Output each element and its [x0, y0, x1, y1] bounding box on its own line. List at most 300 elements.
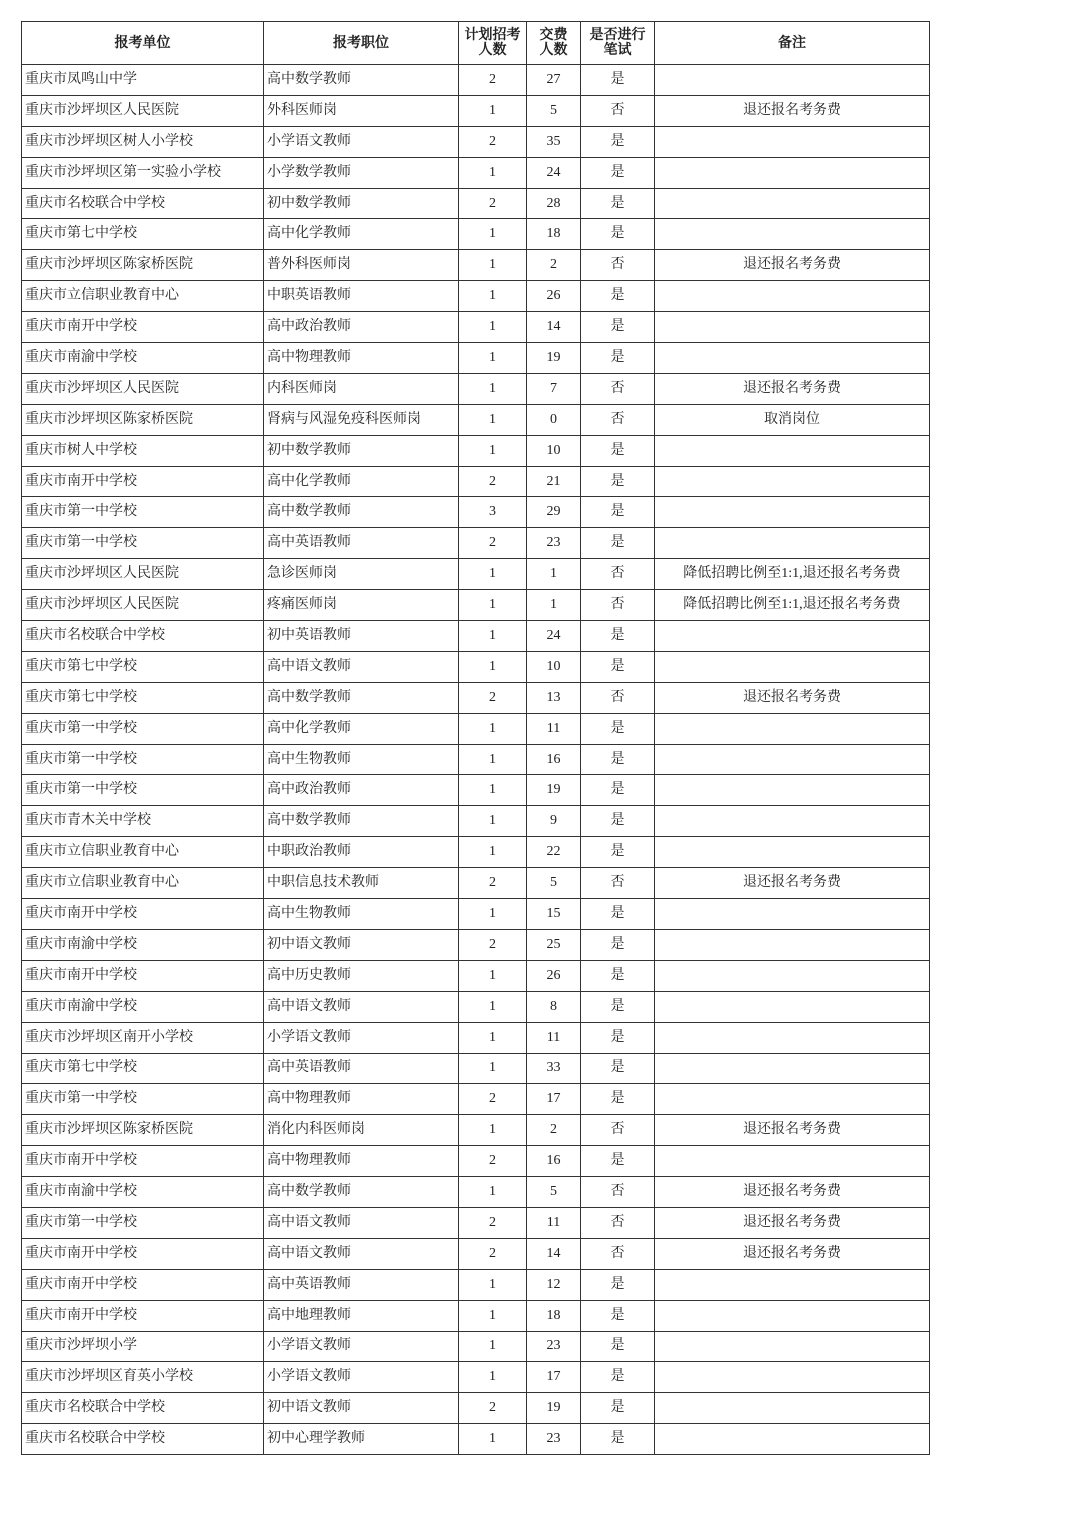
- cell-paid-count: 16: [527, 1146, 581, 1177]
- cell-unit: 重庆市南开中学校: [22, 1146, 264, 1177]
- cell-unit: 重庆市第七中学校: [22, 682, 264, 713]
- table-row: [22, 157, 930, 188]
- cell-unit: 重庆市第七中学校: [22, 1053, 264, 1084]
- cell-planned-count: 1: [459, 95, 527, 126]
- cell-planned-count: 1: [459, 312, 527, 343]
- cell-written-exam: 否: [581, 1115, 655, 1146]
- cell-position: 高中物理教师: [264, 1146, 459, 1177]
- cell-position: 高中语文教师: [264, 1238, 459, 1269]
- cell-planned-count: 1: [459, 281, 527, 312]
- cell-position: 初中数学教师: [264, 435, 459, 466]
- table-row: [22, 343, 930, 374]
- cell-remarks: 退还报名考务费: [655, 868, 930, 899]
- cell-unit: 重庆市沙坪坝小学: [22, 1331, 264, 1362]
- cell-unit: 重庆市南渝中学校: [22, 1177, 264, 1208]
- cell-written-exam: 是: [581, 991, 655, 1022]
- cell-unit: 重庆市沙坪坝区陈家桥医院: [22, 250, 264, 281]
- table-row: [22, 837, 930, 868]
- cell-planned-count: 1: [459, 343, 527, 374]
- cell-remarks: 退还报名考务费: [655, 373, 930, 404]
- cell-written-exam: 是: [581, 651, 655, 682]
- cell-written-exam: 是: [581, 1269, 655, 1300]
- cell-paid-count: 27: [527, 65, 581, 96]
- cell-paid-count: 11: [527, 1207, 581, 1238]
- cell-unit: 重庆市沙坪坝区育英小学校: [22, 1362, 264, 1393]
- cell-position: 初中英语教师: [264, 621, 459, 652]
- table-row: [22, 960, 930, 991]
- cell-planned-count: 1: [459, 590, 527, 621]
- cell-paid-count: 17: [527, 1084, 581, 1115]
- cell-written-exam: 是: [581, 929, 655, 960]
- cell-paid-count: 14: [527, 312, 581, 343]
- table-row: [22, 621, 930, 652]
- cell-unit: 重庆市南渝中学校: [22, 991, 264, 1022]
- cell-remarks: [655, 343, 930, 374]
- cell-planned-count: 1: [459, 1362, 527, 1393]
- cell-remarks: [655, 1053, 930, 1084]
- header-written-exam-line2: 笔试: [603, 43, 632, 58]
- cell-remarks: [655, 312, 930, 343]
- cell-unit: 重庆市第七中学校: [22, 651, 264, 682]
- cell-paid-count: 19: [527, 343, 581, 374]
- table-row: [22, 1177, 930, 1208]
- cell-position: 高中语文教师: [264, 651, 459, 682]
- cell-planned-count: 1: [459, 1022, 527, 1053]
- table-row: [22, 713, 930, 744]
- table-row: [22, 559, 930, 590]
- cell-position: 高中数学教师: [264, 65, 459, 96]
- cell-written-exam: 是: [581, 1084, 655, 1115]
- table-row: [22, 404, 930, 435]
- table-body: [22, 65, 930, 1455]
- cell-remarks: [655, 651, 930, 682]
- cell-paid-count: 8: [527, 991, 581, 1022]
- cell-paid-count: 21: [527, 466, 581, 497]
- cell-paid-count: 29: [527, 497, 581, 528]
- cell-position: 初中心理学教师: [264, 1424, 459, 1455]
- cell-written-exam: 是: [581, 466, 655, 497]
- header-unit: [22, 22, 264, 65]
- header-written-exam-line1: 是否进行: [589, 28, 646, 43]
- cell-unit: 重庆市南开中学校: [22, 1238, 264, 1269]
- cell-unit: 重庆市名校联合中学校: [22, 188, 264, 219]
- cell-remarks: 降低招聘比例至1:1,退还报名考务费: [655, 590, 930, 621]
- cell-position: 高中物理教师: [264, 343, 459, 374]
- cell-paid-count: 22: [527, 837, 581, 868]
- cell-unit: 重庆市沙坪坝区陈家桥医院: [22, 404, 264, 435]
- cell-planned-count: 1: [459, 559, 527, 590]
- cell-remarks: [655, 1424, 930, 1455]
- cell-planned-count: 2: [459, 1146, 527, 1177]
- cell-position: 高中地理教师: [264, 1300, 459, 1331]
- cell-written-exam: 是: [581, 837, 655, 868]
- cell-position: 初中语文教师: [264, 929, 459, 960]
- cell-paid-count: 12: [527, 1269, 581, 1300]
- cell-unit: 重庆市第一中学校: [22, 744, 264, 775]
- table-row: [22, 991, 930, 1022]
- cell-unit: 重庆市沙坪坝区人民医院: [22, 95, 264, 126]
- cell-paid-count: 19: [527, 775, 581, 806]
- cell-planned-count: 1: [459, 899, 527, 930]
- cell-paid-count: 19: [527, 1393, 581, 1424]
- cell-planned-count: 1: [459, 373, 527, 404]
- header-paid-count-line2: 人数: [539, 43, 568, 58]
- cell-planned-count: 2: [459, 528, 527, 559]
- cell-planned-count: 2: [459, 126, 527, 157]
- cell-position: 高中语文教师: [264, 1207, 459, 1238]
- cell-written-exam: 否: [581, 1238, 655, 1269]
- table-row: [22, 868, 930, 899]
- cell-written-exam: 是: [581, 1022, 655, 1053]
- table-row: [22, 1115, 930, 1146]
- cell-remarks: [655, 960, 930, 991]
- table-row: [22, 806, 930, 837]
- cell-written-exam: 是: [581, 744, 655, 775]
- cell-planned-count: 1: [459, 1300, 527, 1331]
- table-row: [22, 775, 930, 806]
- cell-unit: 重庆市沙坪坝区南开小学校: [22, 1022, 264, 1053]
- header-unit-label: 报考单位: [114, 35, 171, 51]
- cell-paid-count: 35: [527, 126, 581, 157]
- cell-written-exam: 否: [581, 373, 655, 404]
- cell-planned-count: 1: [459, 219, 527, 250]
- cell-planned-count: 1: [459, 1053, 527, 1084]
- table-row: [22, 1362, 930, 1393]
- cell-remarks: [655, 929, 930, 960]
- cell-paid-count: 23: [527, 1424, 581, 1455]
- cell-paid-count: 23: [527, 1331, 581, 1362]
- table-row: [22, 899, 930, 930]
- header-position: [264, 22, 459, 65]
- cell-written-exam: 否: [581, 1207, 655, 1238]
- header-planned-count-line1: 计划招考: [464, 28, 521, 43]
- cell-remarks: [655, 65, 930, 96]
- cell-unit: 重庆市立信职业教育中心: [22, 281, 264, 312]
- cell-planned-count: 2: [459, 1207, 527, 1238]
- cell-paid-count: 33: [527, 1053, 581, 1084]
- table-row: [22, 219, 930, 250]
- cell-unit: 重庆市立信职业教育中心: [22, 868, 264, 899]
- cell-remarks: [655, 1362, 930, 1393]
- cell-remarks: 退还报名考务费: [655, 1177, 930, 1208]
- cell-written-exam: 是: [581, 899, 655, 930]
- cell-planned-count: 2: [459, 188, 527, 219]
- cell-written-exam: 是: [581, 1053, 655, 1084]
- cell-planned-count: 2: [459, 1393, 527, 1424]
- exam-registration-table: [21, 21, 930, 1455]
- cell-unit: 重庆市名校联合中学校: [22, 621, 264, 652]
- cell-paid-count: 26: [527, 960, 581, 991]
- cell-paid-count: 11: [527, 1022, 581, 1053]
- cell-written-exam: 是: [581, 343, 655, 374]
- table-row: [22, 188, 930, 219]
- cell-paid-count: 18: [527, 219, 581, 250]
- cell-planned-count: 1: [459, 1177, 527, 1208]
- table-row: [22, 1084, 930, 1115]
- cell-paid-count: 9: [527, 806, 581, 837]
- cell-position: 高中化学教师: [264, 466, 459, 497]
- cell-position: 高中生物教师: [264, 899, 459, 930]
- cell-planned-count: 3: [459, 497, 527, 528]
- table-row: [22, 1053, 930, 1084]
- cell-paid-count: 5: [527, 95, 581, 126]
- cell-remarks: [655, 621, 930, 652]
- cell-planned-count: 1: [459, 651, 527, 682]
- cell-position: 小学语文教师: [264, 126, 459, 157]
- table-header-row: [22, 22, 930, 65]
- cell-planned-count: 1: [459, 837, 527, 868]
- table-row: [22, 1424, 930, 1455]
- cell-position: 高中化学教师: [264, 713, 459, 744]
- cell-remarks: [655, 837, 930, 868]
- cell-paid-count: 11: [527, 713, 581, 744]
- cell-unit: 重庆市南开中学校: [22, 899, 264, 930]
- table-row: [22, 1269, 930, 1300]
- cell-remarks: [655, 126, 930, 157]
- cell-paid-count: 13: [527, 682, 581, 713]
- cell-paid-count: 16: [527, 744, 581, 775]
- cell-remarks: [655, 157, 930, 188]
- header-written-exam: [581, 22, 655, 65]
- cell-unit: 重庆市青木关中学校: [22, 806, 264, 837]
- cell-unit: 重庆市沙坪坝区树人小学校: [22, 126, 264, 157]
- cell-written-exam: 否: [581, 868, 655, 899]
- cell-position: 高中政治教师: [264, 775, 459, 806]
- cell-paid-count: 5: [527, 868, 581, 899]
- cell-position: 肾病与风湿免疫科医师岗: [264, 404, 459, 435]
- cell-written-exam: 是: [581, 621, 655, 652]
- cell-unit: 重庆市第一中学校: [22, 713, 264, 744]
- cell-position: 高中数学教师: [264, 682, 459, 713]
- cell-remarks: 取消岗位: [655, 404, 930, 435]
- cell-remarks: [655, 466, 930, 497]
- cell-paid-count: 10: [527, 651, 581, 682]
- cell-remarks: 降低招聘比例至1:1,退还报名考务费: [655, 559, 930, 590]
- cell-position: 高中数学教师: [264, 1177, 459, 1208]
- cell-position: 中职政治教师: [264, 837, 459, 868]
- cell-written-exam: 是: [581, 713, 655, 744]
- cell-paid-count: 23: [527, 528, 581, 559]
- cell-position: 小学语文教师: [264, 1362, 459, 1393]
- cell-remarks: [655, 1269, 930, 1300]
- cell-planned-count: 1: [459, 157, 527, 188]
- cell-paid-count: 26: [527, 281, 581, 312]
- table-row: [22, 250, 930, 281]
- cell-remarks: [655, 1146, 930, 1177]
- table-row: [22, 312, 930, 343]
- cell-remarks: 退还报名考务费: [655, 1207, 930, 1238]
- cell-position: 高中英语教师: [264, 1053, 459, 1084]
- cell-position: 高中英语教师: [264, 528, 459, 559]
- table-row: [22, 1022, 930, 1053]
- cell-remarks: [655, 281, 930, 312]
- cell-unit: 重庆市名校联合中学校: [22, 1393, 264, 1424]
- header-paid-count-line1: 交费: [539, 28, 568, 43]
- table-row: [22, 435, 930, 466]
- table-row: [22, 528, 930, 559]
- cell-position: 高中生物教师: [264, 744, 459, 775]
- table-row: [22, 1207, 930, 1238]
- cell-position: 高中英语教师: [264, 1269, 459, 1300]
- cell-planned-count: 1: [459, 960, 527, 991]
- cell-paid-count: 5: [527, 1177, 581, 1208]
- cell-written-exam: 是: [581, 219, 655, 250]
- cell-remarks: [655, 1084, 930, 1115]
- cell-planned-count: 2: [459, 682, 527, 713]
- header-position-label: 报考职位: [333, 35, 389, 51]
- cell-paid-count: 1: [527, 590, 581, 621]
- cell-planned-count: 2: [459, 65, 527, 96]
- cell-paid-count: 24: [527, 157, 581, 188]
- table-row: [22, 682, 930, 713]
- cell-position: 小学语文教师: [264, 1022, 459, 1053]
- cell-planned-count: 2: [459, 868, 527, 899]
- table-row: [22, 651, 930, 682]
- table-row: [22, 65, 930, 96]
- cell-position: 小学数学教师: [264, 157, 459, 188]
- cell-unit: 重庆市第一中学校: [22, 1207, 264, 1238]
- cell-unit: 重庆市立信职业教育中心: [22, 837, 264, 868]
- cell-written-exam: 否: [581, 682, 655, 713]
- cell-unit: 重庆市第一中学校: [22, 1084, 264, 1115]
- cell-written-exam: 是: [581, 312, 655, 343]
- cell-written-exam: 是: [581, 1331, 655, 1362]
- cell-unit: 重庆市南开中学校: [22, 1269, 264, 1300]
- header-remarks-label: 备注: [778, 35, 806, 51]
- cell-remarks: 退还报名考务费: [655, 1238, 930, 1269]
- cell-written-exam: 是: [581, 126, 655, 157]
- cell-written-exam: 是: [581, 528, 655, 559]
- cell-position: 消化内科医师岗: [264, 1115, 459, 1146]
- cell-remarks: [655, 775, 930, 806]
- cell-written-exam: 否: [581, 404, 655, 435]
- cell-remarks: [655, 528, 930, 559]
- cell-planned-count: 1: [459, 404, 527, 435]
- table-row: [22, 590, 930, 621]
- table-row: [22, 1300, 930, 1331]
- cell-written-exam: 是: [581, 497, 655, 528]
- cell-written-exam: 是: [581, 188, 655, 219]
- cell-written-exam: 是: [581, 1393, 655, 1424]
- cell-remarks: 退还报名考务费: [655, 682, 930, 713]
- cell-paid-count: 14: [527, 1238, 581, 1269]
- table-row: [22, 1331, 930, 1362]
- cell-unit: 重庆市南开中学校: [22, 312, 264, 343]
- cell-unit: 重庆市南渝中学校: [22, 929, 264, 960]
- cell-planned-count: 1: [459, 775, 527, 806]
- cell-written-exam: 是: [581, 960, 655, 991]
- cell-position: 高中物理教师: [264, 1084, 459, 1115]
- cell-position: 高中语文教师: [264, 991, 459, 1022]
- cell-position: 小学语文教师: [264, 1331, 459, 1362]
- cell-unit: 重庆市第七中学校: [22, 219, 264, 250]
- cell-unit: 重庆市树人中学校: [22, 435, 264, 466]
- cell-unit: 重庆市沙坪坝区人民医院: [22, 373, 264, 404]
- cell-written-exam: 否: [581, 559, 655, 590]
- cell-unit: 重庆市南开中学校: [22, 960, 264, 991]
- cell-planned-count: 1: [459, 621, 527, 652]
- cell-written-exam: 是: [581, 1424, 655, 1455]
- cell-paid-count: 25: [527, 929, 581, 960]
- table-row: [22, 497, 930, 528]
- cell-planned-count: 2: [459, 1084, 527, 1115]
- cell-remarks: [655, 1022, 930, 1053]
- cell-planned-count: 1: [459, 991, 527, 1022]
- cell-remarks: [655, 1300, 930, 1331]
- cell-paid-count: 0: [527, 404, 581, 435]
- cell-position: 急诊医师岗: [264, 559, 459, 590]
- cell-remarks: [655, 1393, 930, 1424]
- cell-position: 普外科医师岗: [264, 250, 459, 281]
- cell-remarks: [655, 806, 930, 837]
- table-row: [22, 1238, 930, 1269]
- cell-written-exam: 是: [581, 435, 655, 466]
- table-row: [22, 373, 930, 404]
- cell-unit: 重庆市南渝中学校: [22, 343, 264, 374]
- cell-remarks: [655, 744, 930, 775]
- cell-unit: 重庆市沙坪坝区人民医院: [22, 590, 264, 621]
- cell-written-exam: 是: [581, 775, 655, 806]
- table-row: [22, 929, 930, 960]
- cell-position: 内科医师岗: [264, 373, 459, 404]
- cell-position: 高中化学教师: [264, 219, 459, 250]
- cell-position: 高中数学教师: [264, 497, 459, 528]
- cell-position: 外科医师岗: [264, 95, 459, 126]
- cell-remarks: 退还报名考务费: [655, 1115, 930, 1146]
- cell-written-exam: 否: [581, 95, 655, 126]
- cell-paid-count: 28: [527, 188, 581, 219]
- cell-position: 疼痛医师岗: [264, 590, 459, 621]
- cell-written-exam: 否: [581, 1177, 655, 1208]
- table-row: [22, 1146, 930, 1177]
- cell-unit: 重庆市第一中学校: [22, 497, 264, 528]
- cell-paid-count: 24: [527, 621, 581, 652]
- cell-remarks: 退还报名考务费: [655, 95, 930, 126]
- cell-paid-count: 2: [527, 1115, 581, 1146]
- cell-planned-count: 1: [459, 713, 527, 744]
- cell-remarks: [655, 991, 930, 1022]
- cell-unit: 重庆市南开中学校: [22, 466, 264, 497]
- cell-unit: 重庆市第一中学校: [22, 775, 264, 806]
- cell-planned-count: 1: [459, 806, 527, 837]
- cell-planned-count: 2: [459, 929, 527, 960]
- cell-planned-count: 2: [459, 466, 527, 497]
- cell-position: 中职信息技术教师: [264, 868, 459, 899]
- cell-unit: 重庆市第一中学校: [22, 528, 264, 559]
- cell-position: 初中语文教师: [264, 1393, 459, 1424]
- cell-written-exam: 是: [581, 157, 655, 188]
- cell-remarks: [655, 188, 930, 219]
- cell-position: 初中数学教师: [264, 188, 459, 219]
- cell-paid-count: 2: [527, 250, 581, 281]
- cell-position: 高中政治教师: [264, 312, 459, 343]
- table-row: [22, 744, 930, 775]
- table-row: [22, 281, 930, 312]
- cell-unit: 重庆市凤鸣山中学: [22, 65, 264, 96]
- cell-planned-count: 1: [459, 435, 527, 466]
- cell-unit: 重庆市沙坪坝区陈家桥医院: [22, 1115, 264, 1146]
- cell-unit: 重庆市名校联合中学校: [22, 1424, 264, 1455]
- header-planned-count: [459, 22, 527, 65]
- cell-planned-count: 1: [459, 1269, 527, 1300]
- cell-remarks: [655, 219, 930, 250]
- cell-remarks: [655, 899, 930, 930]
- cell-paid-count: 1: [527, 559, 581, 590]
- cell-position: 高中数学教师: [264, 806, 459, 837]
- cell-unit: 重庆市南开中学校: [22, 1300, 264, 1331]
- cell-remarks: [655, 435, 930, 466]
- cell-paid-count: 17: [527, 1362, 581, 1393]
